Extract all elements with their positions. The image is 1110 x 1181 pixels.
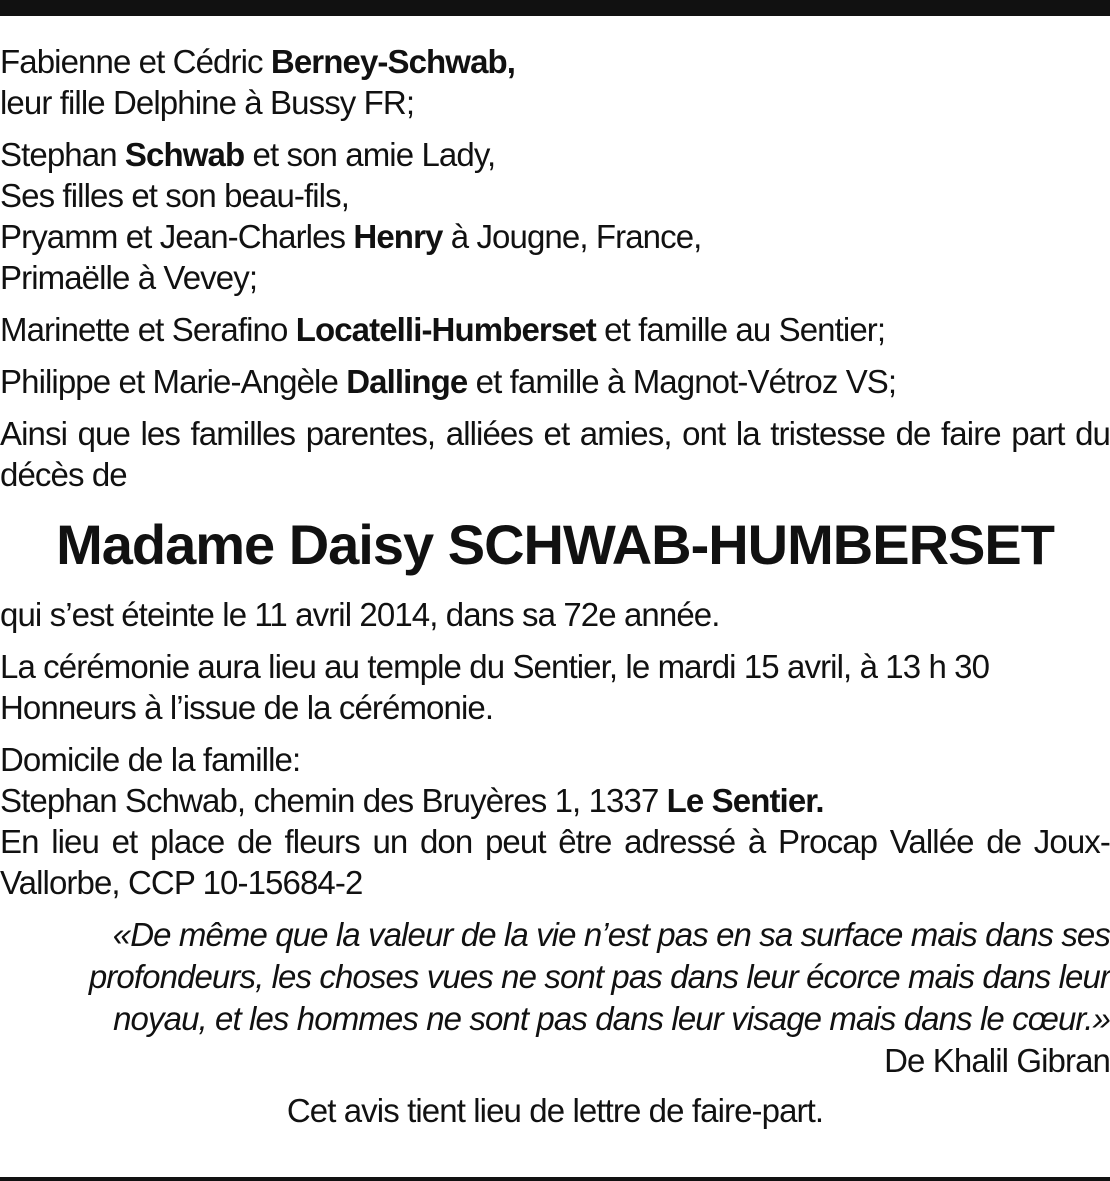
family-surname: Schwab <box>124 136 245 173</box>
family-surname: Dallinge <box>346 363 468 400</box>
quote-author: De Khalil Gibran <box>884 1042 1110 1079</box>
domicile-line: Domicile de la famille: <box>0 741 301 778</box>
bottom-rule <box>0 1177 1110 1181</box>
quote-block <box>0 914 1110 1040</box>
family-text: Pryamm et Jean-Charles <box>0 218 354 255</box>
ceremony-paragraph <box>0 646 1110 728</box>
family-line <box>0 41 1110 82</box>
quote-line: «De même que la valeur de la vie n’est pas en sa surface mais dans ses <box>112 916 1110 953</box>
deceased-name-heading: Madame Daisy SCHWAB-HUMBERSET <box>56 513 1054 576</box>
family-text: Marinette et Serafino <box>0 311 296 348</box>
family-surname: Berney-Schwab, <box>270 43 516 80</box>
announcement-text: Ainsi que les familles parentes, alliées et amies, ont la tristesse de faire part du décès de <box>0 415 1110 493</box>
family-text: Stephan <box>0 136 125 173</box>
ceremony-line: La cérémonie aura lieu au temple du Sentier, le mardi 15 avril, à 13 h 30 <box>0 648 990 685</box>
death-info-paragraph <box>0 594 1110 635</box>
top-rule <box>0 0 1110 16</box>
closing-note: Cet avis tient lieu de lettre de faire-part. <box>286 1092 824 1129</box>
family-paragraph-5 <box>0 413 1110 495</box>
family-text: et son amie Lady, <box>244 136 496 173</box>
quote-line: noyau, et les hommes ne sont pas dans leur visage mais dans le cœur.» <box>113 1000 1110 1037</box>
domicile-town: Le Sentier. <box>666 782 824 819</box>
family-line <box>0 216 1110 257</box>
family-text: et famille au Sentier; <box>595 311 886 348</box>
death-info-text: qui s’est éteinte le 11 avril 2014, dans sa 72e année. <box>0 596 720 633</box>
family-text: à Jougne, France, <box>442 218 702 255</box>
ceremony-line: Honneurs à l’issue de la cérémonie. <box>0 689 494 726</box>
quote-line: profondeurs, les choses vues ne sont pas dans leur écorce mais dans leur <box>88 958 1110 995</box>
family-line <box>0 361 1110 402</box>
family-line: leur fille Delphine à Bussy FR; <box>0 84 415 121</box>
family-text: Fabienne et Cédric <box>0 43 271 80</box>
family-paragraph-4 <box>0 361 1110 402</box>
family-line <box>0 309 1110 350</box>
family-paragraph-2 <box>0 134 1110 298</box>
domicile-line <box>0 780 1110 821</box>
family-paragraph-1 <box>0 41 1110 123</box>
family-surname: Henry <box>353 218 443 255</box>
obituary-notice <box>0 41 1110 1132</box>
domicile-paragraph <box>0 739 1110 903</box>
family-line: Primaëlle à Vevey; <box>0 259 258 296</box>
domicile-address: Stephan Schwab, chemin des Bruyères 1, 1337 <box>0 782 667 819</box>
family-text: Philippe et Marie-Angèle <box>0 363 347 400</box>
family-text: et famille à Magnot-Vétroz VS; <box>467 363 897 400</box>
family-line <box>0 134 1110 175</box>
family-paragraph-3 <box>0 309 1110 350</box>
donation-text: En lieu et place de fleurs un don peut être adressé à Procap Vallée de Joux-Vallorbe, CCP 10-15684-2 <box>0 823 1110 901</box>
family-line: Ses filles et son beau-fils, <box>0 177 349 214</box>
family-surname: Locatelli-Humberset <box>295 311 596 348</box>
